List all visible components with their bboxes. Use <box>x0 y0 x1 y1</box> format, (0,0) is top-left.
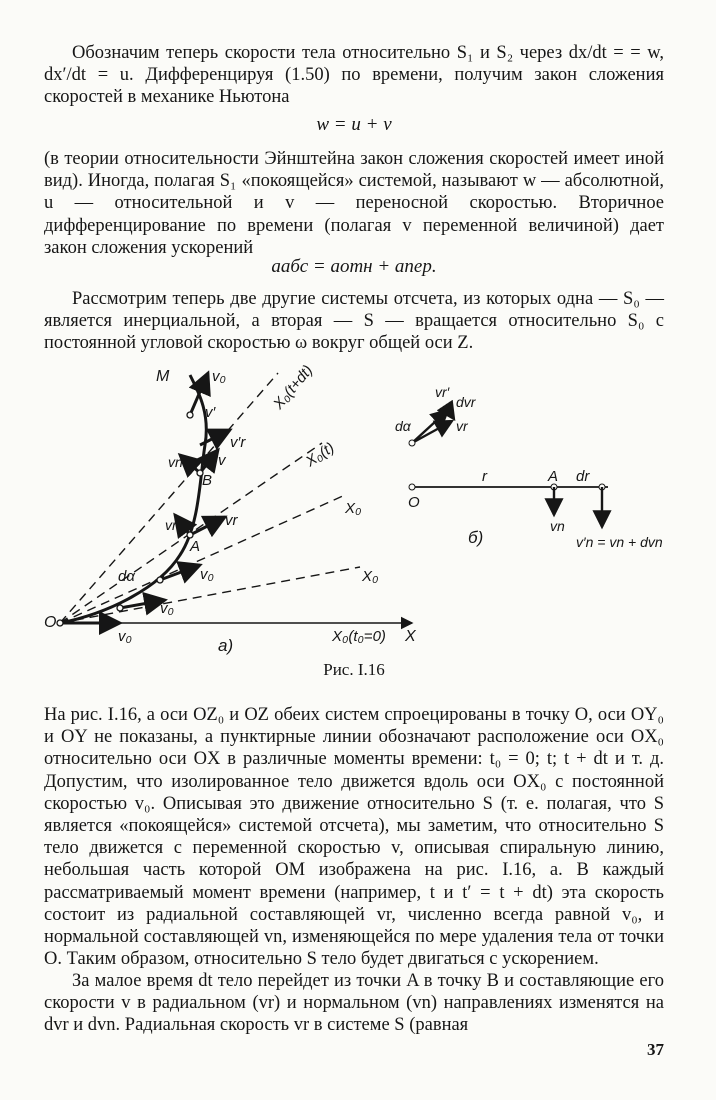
label-v0-c: v₀ <box>118 628 132 645</box>
point-1 <box>117 605 123 611</box>
label-vr-A: vr <box>225 512 238 529</box>
b-vector-dvr <box>448 410 454 419</box>
point-3 <box>187 412 193 418</box>
b-point-origin <box>409 440 415 446</box>
figure-i16 <box>40 355 680 665</box>
label-v-B: v <box>218 452 226 469</box>
label-X0-low: X₀ <box>362 568 379 585</box>
paragraph-2: (в теории относительности Эйнштейна закон сложения скоростей имеет иной вид). Иногда, полагая S₁ «покоящейся» системой, называют w — абсолютной, u — относительной и v — переносной скоростью. Вторичное дифференцирование по времени (полагая v переменной величиной) дает закон сложения ускорений <box>44 149 664 258</box>
label-part-b: б) <box>468 528 484 547</box>
page-number: 37 <box>647 1040 664 1059</box>
label-v0-a: v₀ <box>200 566 214 583</box>
formula-acceleration-addition: aабс = aотн + aпер. <box>271 256 437 277</box>
formula-velocity-addition: w = u + v <box>316 114 392 135</box>
label-vn-A: vn <box>165 517 180 533</box>
label-vn-B: vn <box>168 454 183 470</box>
label-X: X <box>405 628 416 645</box>
point-O <box>57 620 63 626</box>
b-label-vr: vr <box>456 418 468 434</box>
label-O: O <box>44 614 57 631</box>
label-v0-top: v₀ <box>212 368 226 385</box>
paragraph-4: На рис. I.16, а оси OZ₀ и OZ обеих систем спроецированы в точку O, оси OY₀ и OY не показаны, а пунктирные линии обозначают расположение оси OX₀ относительно оси OX в различные моменты времени: t₀ = 0; t; t + dt и т. д. Допустим, что изолированное тело движется вдоль оси OX₀ с постоянной скоростью v₀. Описывая это движение относительно S (т. е. полагая, что S является «покоящейся» системой отсчета), мы заметим, что относительно S тело движется с переменной скоростью v, описывая спиральную линию, небольшая часть которой OM изображена на рис. I.16, а. В каждый рассматриваемый момент времени (например, t и t′ = t + dt) эта скорость состоит из радиальной составляющей vr, численно всегда равной v₀, и нормальной составляющей vn, изменяющейся по мере удаления тела от точки O. Таким образом, относительно S тело будет двигаться с ускорением. <box>44 705 664 970</box>
paragraph-3: Рассмотрим теперь две другие системы отсчета, из которых одна — S₀ — является инерциальной, а вторая — S — вращается относительно S₀ с постоянной угловой скоростью ω вокруг общей оси Z. <box>44 289 664 354</box>
b-label-dvr: dvr <box>456 394 476 410</box>
b-label-A: A <box>548 468 559 485</box>
label-v-prime: v′ <box>205 404 216 421</box>
label-vr-prime: v′r <box>230 434 246 451</box>
label-A: A <box>190 538 201 555</box>
b-label-vn: vn <box>550 518 565 534</box>
b-label-dalpha: dα <box>395 418 411 434</box>
paragraph-1: Обозначим теперь скорости тела относительно S₁ и S₂ через dx/dt = = w, dx′/dt = u. Дифференцируя (1.50) по времени, получим закон сложения скоростей в механике Ньютона <box>44 43 664 108</box>
spiral-curve <box>60 375 206 623</box>
b-label-dr: dr <box>576 468 590 485</box>
vector-vn-B <box>180 455 200 473</box>
label-X0-t: X₀(t) <box>302 439 338 471</box>
b-label-vr-prime: vr′ <box>435 384 450 400</box>
b-label-O: O <box>408 494 420 511</box>
figure-caption: Рис. I.16 <box>323 660 385 679</box>
paragraph-5: За малое время dt тело перейдет из точки A в точку B и составляющие его скорости v в радиальном (vr) и нормальном (vn) направлениях изменятся на dvr и dvn. Радиальная скорость vr в системе S (равная <box>44 971 664 1036</box>
label-v0-b: v₀ <box>160 600 174 617</box>
label-X0-mid: X₀ <box>345 500 362 517</box>
b-point-O <box>409 484 415 490</box>
label-X0-t0: X₀(t₀=0) <box>332 628 386 645</box>
label-part-a: а) <box>218 636 234 655</box>
b-label-equation: v′n = vn + dvn <box>576 534 663 550</box>
point-2 <box>157 577 163 583</box>
label-X0-t-dt: X₀(t+dt) <box>270 361 317 413</box>
label-dalpha: dα <box>118 568 135 585</box>
label-B: B <box>202 472 213 489</box>
b-label-r: r <box>482 468 487 485</box>
label-M: M <box>156 368 170 385</box>
